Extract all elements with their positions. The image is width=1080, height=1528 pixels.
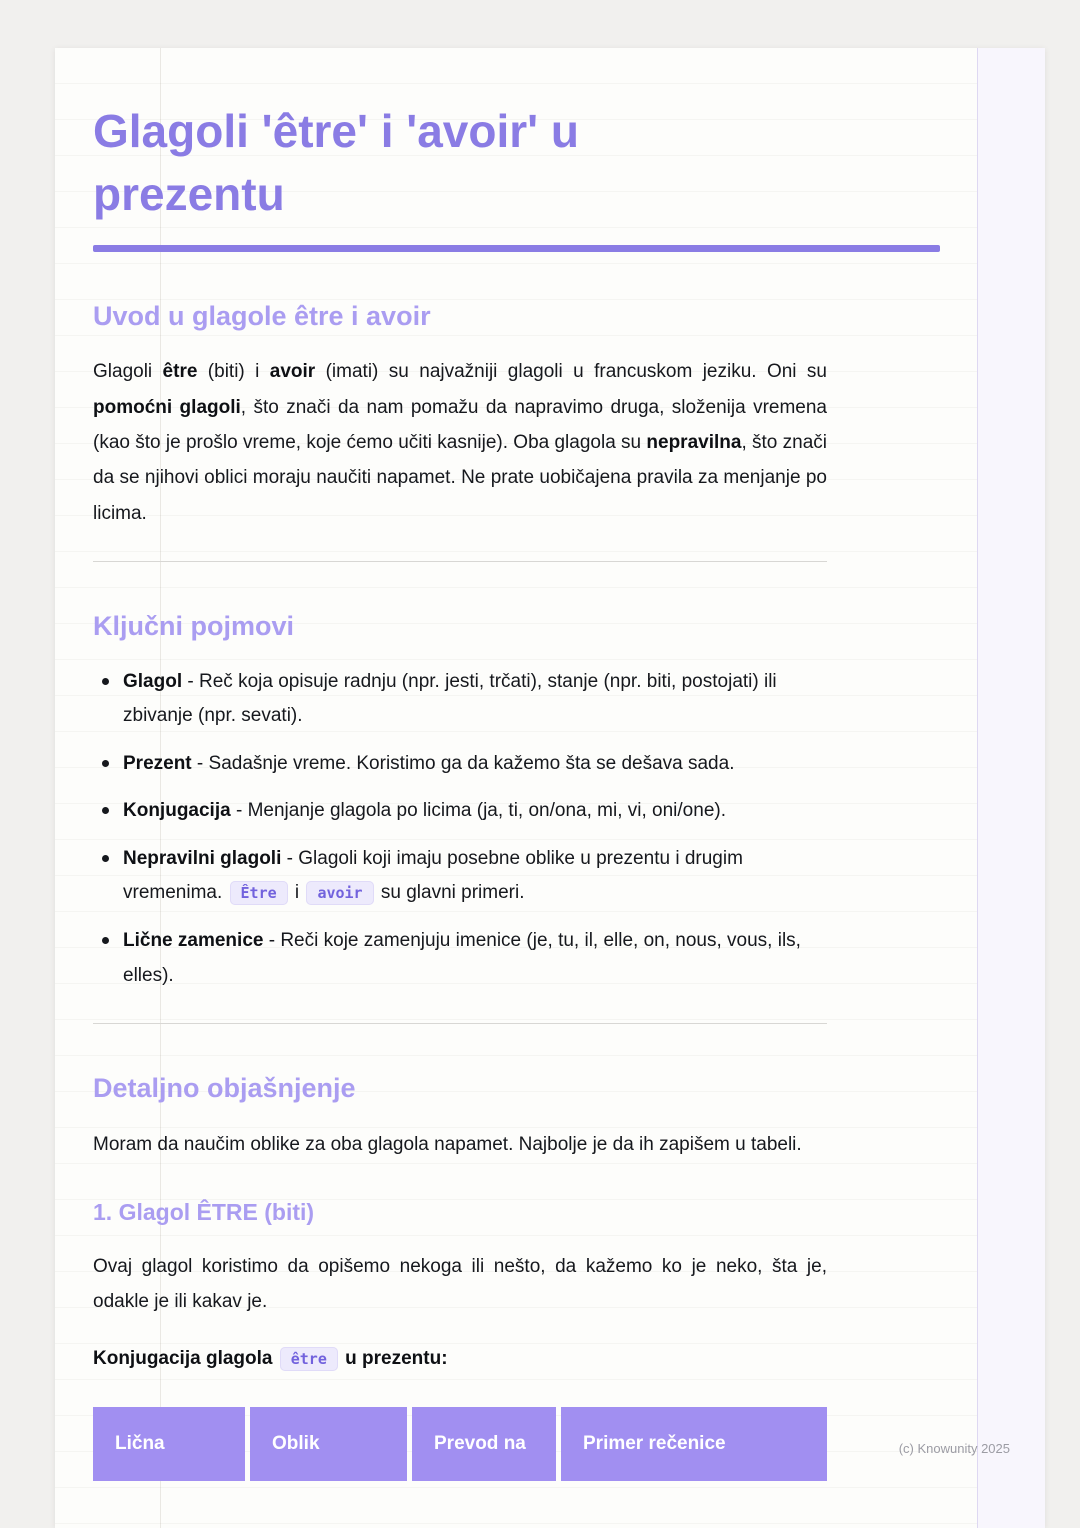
document-content	[93, 48, 827, 1481]
etre-paragraph: Ovaj glagol koristimo da opišemo nekoga ili nešto, da kažemo ko je neko, šta je, odakle je ili kakav je.	[93, 1255, 827, 1312]
list-item	[93, 794, 827, 829]
list-item-text: Konjugacija - Menjanje glagola po licima (ja, ti, on/ona, mi, vi, oni/one).	[123, 800, 726, 822]
section-heading-kljucni-pojmovi: Ključni pojmovi	[93, 611, 295, 642]
list-item-text: Prezent - Sadašnje vreme. Koristimo ga da kažemo šta se dešava sada.	[123, 752, 735, 774]
intro-paragraph: Glagoli être (biti) i avoir (imati) su najvažniji glagoli u francuskom jeziku. Oni su pomoćni glagoli, što znači da nam pomažu da napravimo druga, složenija vremena (kao što je prošlo vreme, koje ćemo učiti kasnije). Oba glagola su nepravilna, što znači da se njihovi oblici moraju naučiti napamet. Ne prate uobičajena pravila za menjanje po licima.	[93, 361, 828, 524]
table-header-cell: Lična	[93, 1407, 245, 1481]
copyright-note: (c) Knowunity 2025	[898, 1441, 1010, 1456]
explanation-paragraph: Moram da naučim oblike za oba glagola napamet. Najbolje je da ih zapišem u tabeli.	[93, 1133, 802, 1155]
table-header-cell: Prevod na	[412, 1407, 556, 1481]
list-item-text: Lične zamenice - Reči koje zamenjuju imenice (je, tu, il, elle, on, nous, vous, ils, elles).	[123, 929, 801, 986]
key-terms-list	[93, 665, 827, 994]
table-header-cell: Oblik	[250, 1407, 407, 1481]
page-title: Glagoli 'être' i 'avoir' u prezentu	[93, 105, 579, 220]
list-item	[93, 747, 827, 782]
list-item-text: Glagol - Reč koja opisuje radnju (npr. jesti, trčati), stanje (npr. biti, postojati) ili zbivanje (npr. sevati).	[123, 670, 777, 727]
list-item	[93, 842, 827, 911]
section-divider	[93, 1023, 827, 1024]
list-item	[93, 924, 827, 993]
title-underline	[93, 245, 940, 252]
section-heading-detaljno: Detaljno objašnjenje	[93, 1073, 356, 1104]
conjugation-table-header	[93, 1407, 827, 1481]
list-item-text: Nepravilni glagoli - Glagoli koji imaju posebne oblike u prezentu i drugim vremenima. Être i avoir su glavni primeri.	[123, 847, 743, 904]
subsection-heading-etre: 1. Glagol ÊTRE (biti)	[93, 1198, 315, 1225]
section-divider	[93, 561, 827, 562]
page-right-rail	[977, 48, 1045, 1528]
section-heading-uvod: Uvod u glagole être i avoir	[93, 301, 431, 332]
list-item	[93, 665, 827, 734]
table-header-cell: Primer rečenice	[561, 1407, 827, 1481]
conjugation-label: Konjugacija glagola être u prezentu:	[93, 1348, 448, 1370]
document-card	[55, 48, 1045, 1528]
